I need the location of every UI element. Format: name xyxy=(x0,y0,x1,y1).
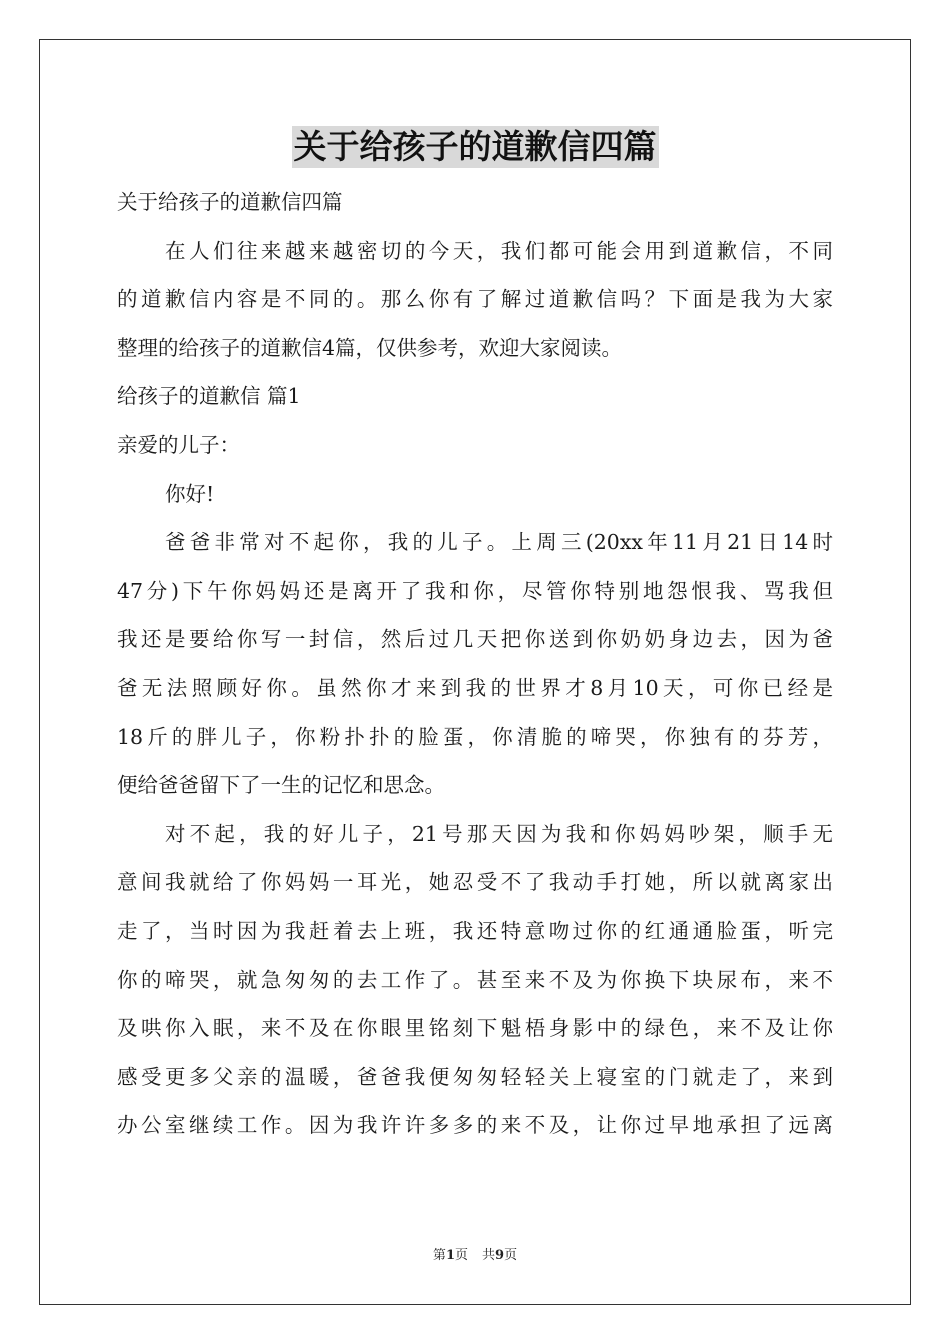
text-line: 我还是要给你写一封信，然后过几天把你送到你奶奶身边去，因为爸 xyxy=(117,627,833,652)
text-line: 爸爸非常对不起你，我的儿子。上周三(20xx年11月21日14时 xyxy=(165,530,833,555)
text-line: 意间我就给了你妈妈一耳光，她忍受不了我动手打她，所以就离家出 xyxy=(117,870,833,895)
text-line: 47分)下午你妈妈还是离开了我和你，尽管你特别地怨恨我、骂我但 xyxy=(117,578,833,603)
text-line: 的道歉信内容是不同的。那么你有了解过道歉信吗？下面是我为大家 xyxy=(117,287,833,312)
text-line: 整理的给孩子的道歉信4篇，仅供参考，欢迎大家阅读。 xyxy=(117,335,623,360)
text-line: 在人们往来越来越密切的今天，我们都可能会用到道歉信，不同 xyxy=(165,238,833,263)
text-line: 走了，当时因为我赶着去上班，我还特意吻过你的红通通脸蛋，听完 xyxy=(117,918,833,943)
text-line: 感受更多父亲的温暖，爸爸我便匆匆轻轻关上寝室的门就走了，来到 xyxy=(117,1064,833,1089)
footer-total-suffix: 页 xyxy=(504,1248,518,1263)
text-line: 关于给孩子的道歉信四篇 xyxy=(117,190,343,214)
footer-total-pages: 9 xyxy=(495,1248,505,1263)
footer-page-number: 1 xyxy=(445,1248,455,1263)
text-line: 便给爸爸留下了一生的记忆和思念。 xyxy=(117,773,445,798)
text-line: 办公室继续工作。因为我许许多多的来不及，让你过早地承担了远离 xyxy=(117,1113,833,1138)
document-body xyxy=(117,178,833,1150)
text-line: 你的啼哭，就急匆匆的去工作了。甚至来不及为你换下块尿布，来不 xyxy=(117,967,833,992)
text-line: 及哄你入眠，来不及在你眼里铭刻下魁梧身影中的绿色，来不及让你 xyxy=(117,1016,833,1041)
footer-page-suffix: 页 xyxy=(454,1248,468,1263)
text-line: 给孩子的道歉信 篇1 xyxy=(117,384,301,409)
text-line: 亲爱的儿子： xyxy=(117,432,240,457)
text-line: 你好! xyxy=(165,481,215,506)
text-line: 18斤的胖儿子，你粉扑扑的脸蛋，你清脆的啼哭，你独有的芬芳， xyxy=(117,724,833,749)
text-line: 对不起，我的好儿子，21号那天因为我和你妈妈吵架，顺手无 xyxy=(165,821,833,846)
title-container xyxy=(0,126,950,168)
footer-total-prefix: 共 xyxy=(482,1248,496,1263)
text-line: 爸无法照顾好你。虽然你才来到我的世界才8月10天，可你已经是 xyxy=(117,675,833,700)
page-footer xyxy=(0,1246,950,1266)
footer-page-prefix: 第 xyxy=(432,1248,446,1263)
document-title: 关于给孩子的道歉信四篇 xyxy=(293,127,657,166)
